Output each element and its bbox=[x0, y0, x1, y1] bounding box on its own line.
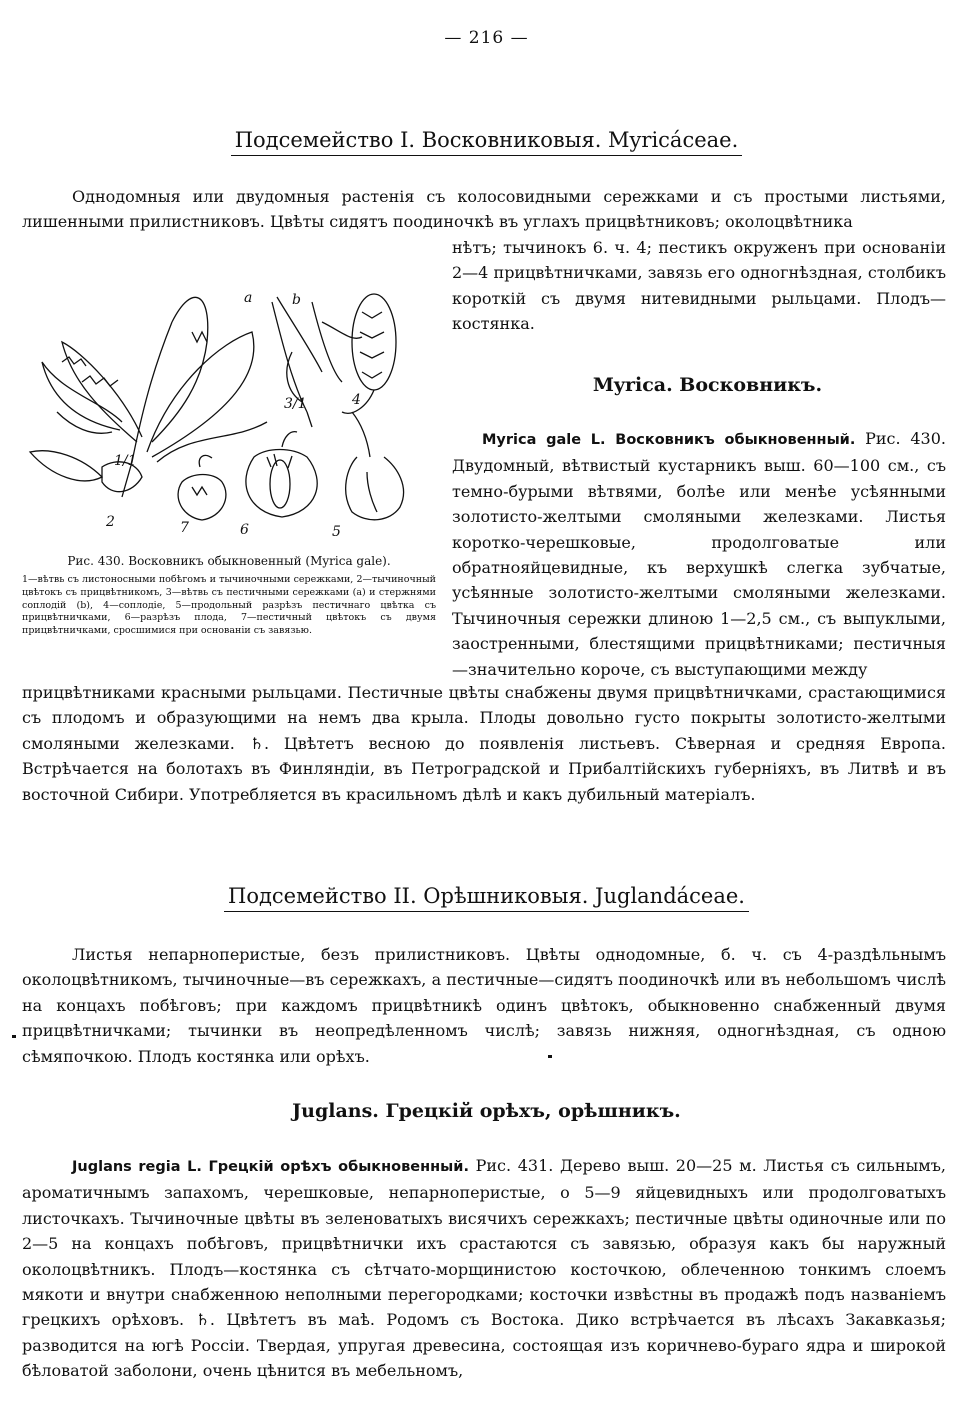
juglans-regia-species-name: Juglans regia L. Грецкій орѣхъ обыкновенный. bbox=[72, 1159, 469, 1175]
page-number: — 216 — bbox=[444, 28, 529, 48]
fig-label-2: 2 bbox=[106, 514, 115, 530]
fig-label-3: 3/1 bbox=[284, 396, 307, 412]
fig-label-a: a bbox=[244, 290, 253, 306]
section-1-title: Подсемейство I. Восковниковыя. Myricáceae. bbox=[231, 128, 743, 156]
juglans-regia-description bbox=[22, 1153, 946, 1384]
myrica-gale-description-continued: прицвѣтниками красными рыльцами. Пестичные цвѣты снабжены двумя прицвѣтничками, срастающимися съ плодомъ и образующими на немъ два крыла. Плоды довольно густо покрыты золотисто-желтыми смоляными железками. ♄. Цвѣтетъ весною до появленія листьевъ. Сѣверная и средняя Европа. Встрѣчается на болотахъ въ Финляндіи, въ Петроградской и Прибалтійскихъ губерніяхъ, въ Литвѣ и въ восточной Сибири. Употребляется въ красильномъ дѣлѣ и какъ дубильный матеріалъ. bbox=[22, 683, 946, 804]
fig-label-b: b bbox=[292, 292, 301, 308]
section-2-heading bbox=[0, 884, 973, 908]
section-1-intro-continued: нѣтъ; тычинокъ 6. ч. 4; пестикъ окруженъ при основаніи 2—4 прицвѣтничками, завязь его одногнѣздная, столбикъ короткій съ двумя нитевидными рыльцами. Плодъ—костянка. bbox=[452, 238, 946, 334]
fig-label-4: 4 bbox=[352, 392, 361, 408]
fig-part-1-branch bbox=[42, 297, 267, 497]
section-1-intro-text: Однодомныя или двудомныя растенія съ колосовидными сережками и съ простыми листьями, лишенными прилистниковъ. Цвѣты сидятъ поодиночкѣ въ углахъ прицвѣтниковъ; околоцвѣтника bbox=[22, 187, 946, 232]
section-2-intro bbox=[22, 942, 946, 1069]
genus-myrica-title: Myrica. Восковникъ. bbox=[592, 374, 823, 396]
figure-430-illustration bbox=[22, 262, 436, 547]
myrica-gale-description bbox=[452, 426, 946, 682]
section-2-intro-text: Листья непарноперистые, безъ прилистниковъ. Цвѣты однодомные, б. ч. съ 4-раздѣльнымъ околоцвѣтникомъ, тычиночные—въ сережкахъ, а пестичные—сидятъ поодиночкѣ или въ небольшомъ числѣ на концахъ побѣговъ; при каждомъ прицвѣтникѣ одинъ цвѣтокъ, обыкновенно снабженный двумя прицвѣтничками; тычинки въ неопредѣленномъ числѣ; завязь нижняя, одногнѣздная, съ одною сѣмяпочкою. Плодъ костянка или орѣхъ. bbox=[22, 945, 946, 1066]
fig-label-7: 7 bbox=[180, 520, 189, 536]
section-1-intro bbox=[22, 184, 946, 235]
fig-part-5-section bbox=[346, 412, 404, 520]
figure-430-caption-body: 1—вѣтвь съ листоносными побѣгомъ и тычиночными сережками, 2—тычиночный цвѣтокъ съ прицвѣтникомъ, 3—вѣтвь съ пестичными сережками (a) и стержнями соплодій (b), 4—соплодіе, 5—продольный разрѣзъ пестичнаго цвѣтка съ прицвѣтничками, 6—разрѣзъ плода, 7—пестичный цвѣтокъ съ двумя прицвѣтничками, сросшимися при основаніи съ завязью. bbox=[22, 574, 436, 637]
section-1-heading bbox=[0, 128, 973, 152]
fig-part-6-section bbox=[246, 432, 317, 517]
myrica-gale-text-side: Рис. 430. Двудомный, вѣтвистый кустарникъ выш. 60—100 см., съ темно-бурыми вѣтвями, болѣе или менѣе усѣянными золотисто-желтыми смоляными железками. Листья коротко-черешковые, продолговатые или обратнояйцевидные, къ верхушкѣ слегка зубчатые, усѣянные золотисто-желтыми смоляными железками. Тычиночныя сережки длиною 1—2,5 см., съ выпуклыми, заостренными, блестящими прицвѣтниками; пестичныя—значительно короче, съ выступающими между bbox=[452, 429, 946, 679]
fig-label-5: 5 bbox=[332, 524, 341, 540]
juglans-regia-text: Рис. 431. Дерево выш. 20—25 м. Листья съ сильнымъ, ароматичнымъ запахомъ, черешковые, непарноперистые, о 5—9 яйцевидныхъ или продолговатыхъ листочкахъ. Тычиночные цвѣты въ зеленоватыхъ висячихъ сережкахъ; пестичные цвѣты одиночные или по 2—5 на концахъ побѣговъ, прицвѣтнички ихъ срастаются съ завязью, образуя какъ бы наружный околоцвѣтникъ. Плодъ—костянка съ сѣтчато-морщинистою косточкою, облеченною тонкимъ слоемъ мякоти и внутри снабженною неполными перегородками; косточки извѣстны въ продажѣ подъ названіемъ грецкихъ орѣховъ. ♄. Цвѣтетъ въ маѣ. Родомъ съ Востока. Дико встрѣчается въ лѣсахъ Закавказья; разводится на югѣ Россіи. Твердая, упругая древесина, состоящая изъ коричнево-бураго ядра и широкой бѣловатой заболони, очень цѣнится въ мебельномъ, bbox=[22, 1156, 946, 1381]
fig-part-4-fruit bbox=[342, 294, 396, 413]
fig-part-7-flower bbox=[178, 455, 226, 520]
genus-juglans-title: Juglans. Грецкій орѣхъ, орѣшникъ. bbox=[292, 1100, 681, 1122]
section-2-title: Подсемейство II. Орѣшниковыя. Juglandáceae. bbox=[224, 884, 749, 912]
figure-430-caption-title: Рис. 430. Восковникъ обыкновенный (Myrica gale). bbox=[67, 554, 391, 568]
myrica-gale-species-name: Myrica gale L. Восковникъ обыкновенный. bbox=[482, 432, 856, 448]
margin-mark bbox=[12, 1035, 16, 1038]
fig-label-6: 6 bbox=[240, 522, 249, 538]
fig-label-1: 1/1 bbox=[114, 453, 137, 469]
margin-mark bbox=[548, 1055, 552, 1058]
